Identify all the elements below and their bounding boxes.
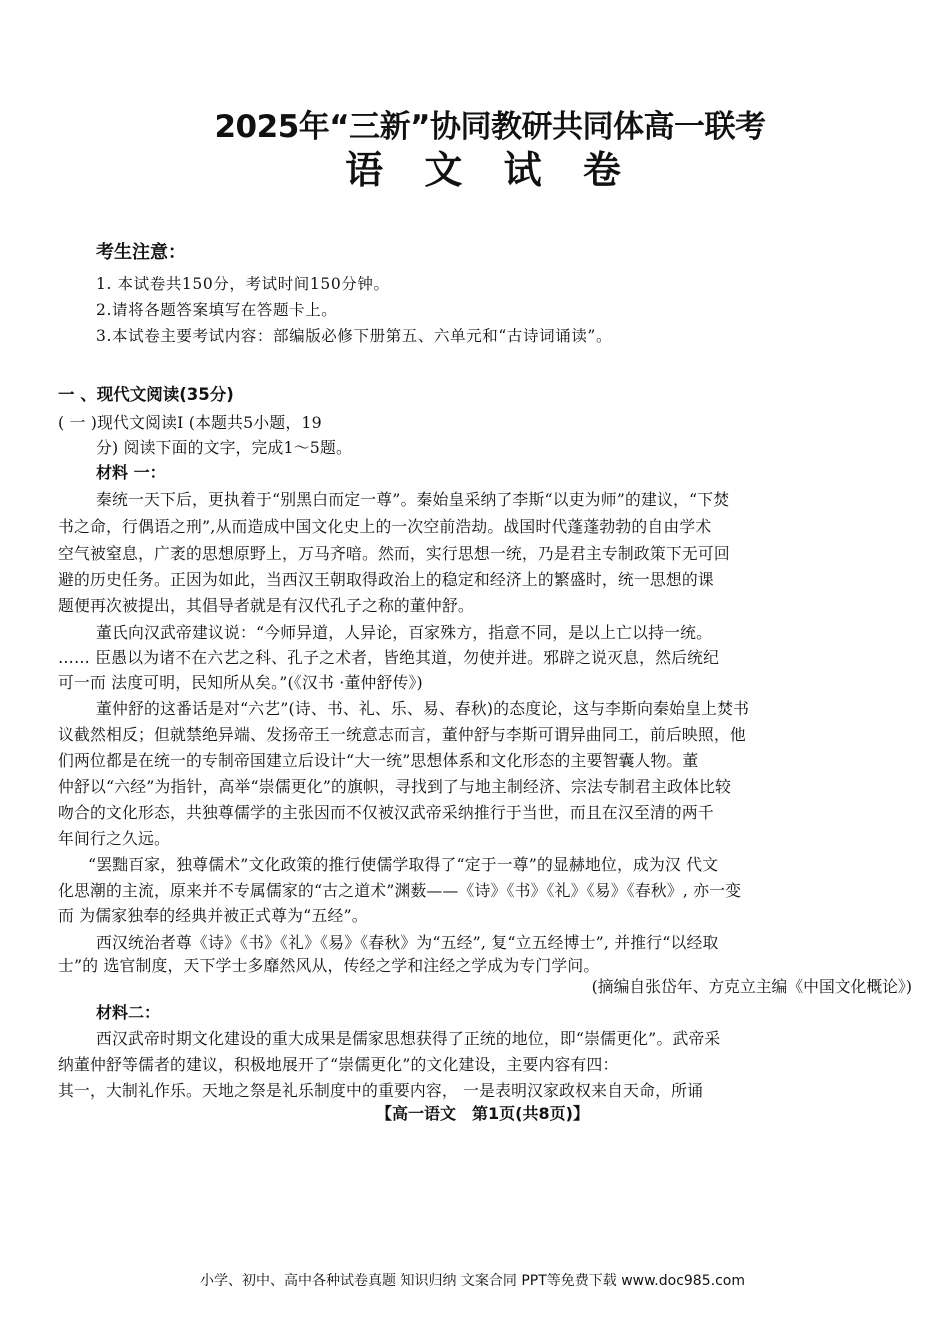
text-line: 而 为儒家独奉的经典并被正式尊为“五经”。 <box>58 906 368 925</box>
text-line: 题便再次被提出，其倡导者就是有汉代孔子之称的董仲舒。 <box>58 596 474 615</box>
text-line: 董氏向汉武帝建议说：“今师异道，人异论，百家殊方，指意不同，是以上亡以持一统。 <box>96 623 713 642</box>
text-line: 秦统一天下后，更执着于“别黑白而定一尊”。秦始皇采纳了李斯“以吏为师”的建议，“下焚 <box>96 490 730 509</box>
part-instruction: ( 一 )现代文阅读Ⅰ (本题共5小题，19 <box>58 413 322 432</box>
notice-item: 3.本试卷主要考试内容：部编版必修下册第五、六单元和“古诗词诵读”。 <box>96 327 613 345</box>
material-one-heading: 材料 一： <box>96 463 166 482</box>
notice-item: 1. 本试卷共150分，考试时间150分钟。 <box>96 275 390 293</box>
text-line: 书之命，行偶语之刑”,从而造成中国文化史上的一次空前浩劫。战国时代蓬蓬勃勃的自由学术 <box>58 517 712 536</box>
text-line: 仲舒以“六经”为指针，高举“崇儒更化”的旗帜，寻找到了与地主制经济、宗法专制君主政体比较 <box>58 777 731 796</box>
text-line: 避的历史任务。正因为如此，当西汉王朝取得政治上的稳定和经济上的繁盛时，统一思想的课 <box>58 570 714 589</box>
text-line: 吻合的文化形态，共独尊儒学的主张因而不仅被汉武帝采纳推行于当世，而且在汉至清的两千 <box>58 803 714 822</box>
section-heading: 一 、现代文阅读(35分) <box>58 385 234 404</box>
text-line: 纳董仲舒等儒者的建议，积极地展开了“崇儒更化”的文化建设，主要内容有四： <box>58 1055 619 1074</box>
text-line: 士”的 选官制度，天下学士多靡然风从，传经之学和注经之学成为专门学问。 <box>58 956 600 975</box>
download-site-footer: 小学、初中、高中各种试卷真题 知识归纳 文案合同 PPT等免费下载 www.doc985.com <box>200 1273 745 1289</box>
text-line: …… 臣愚以为诸不在六艺之科、孔子之术者，皆绝其道，勿使并进。邪辟之说灭息，然后统纪 <box>58 648 720 667</box>
text-line: 西汉统治者尊《诗》《书》《礼》《易》《春秋》为“五经”, 复“立五经博士”, 并推行“以经取 <box>96 933 719 952</box>
text-line: 其一，大制礼作乐。天地之祭是礼乐制度中的重要内容， 一是表明汉家政权来自天命，所诵 <box>58 1081 704 1100</box>
material-one-source: (摘编自张岱年、方克立主编《中国文化概论》) <box>591 977 912 996</box>
text-line: 们两位都是在统一的专制帝国建立后设计“大一统”思想体系和文化形态的主要智囊人物。董 <box>58 751 699 770</box>
exam-title: 2025年“三新”协同教研共同体高一联考 <box>214 109 766 145</box>
notice-item: 2.请将各题答案填写在答题卡上。 <box>96 301 338 319</box>
notice-heading: 考生注意： <box>96 242 186 263</box>
text-line: 化思潮的主流，原来并不专属儒家的“古之道术”渊薮——《诗》《书》《礼》《易》《春秋》, 亦一变 <box>58 881 742 900</box>
text-line: 可一而 法度可明，民知所从矣。”(《汉书 ·董仲舒传》) <box>58 673 423 692</box>
part-instruction: 分) 阅读下面的文字，完成1～5题。 <box>96 438 353 457</box>
text-line: 议截然相反；但就禁绝异端、发扬帝王一统意志而言，董仲舒与李斯可谓异曲同工，前后映照，他 <box>58 725 746 744</box>
page-number-footer: 【高一语文 第1页(共8页)】 <box>376 1104 589 1123</box>
text-line: 年间行之久远。 <box>58 829 170 848</box>
text-line: 西汉武帝时期文化建设的重大成果是儒家思想获得了正统的地位，即“崇儒更化”。武帝采 <box>96 1029 721 1048</box>
material-two-heading: 材料二： <box>96 1003 161 1022</box>
text-line: 空气被窒息，广袤的思想原野上，万马齐喑。然而，实行思想一统，乃是君主专制政策下无可回 <box>58 544 730 563</box>
text-line: “罢黜百家，独尊儒术”文化政策的推行使儒学取得了“定于一尊”的显赫地位，成为汉 代文 <box>88 855 719 874</box>
text-line: 董仲舒的这番话是对“六艺”(诗、书、礼、乐、易、春秋)的态度论，这与李斯向秦始皇上焚书 <box>96 699 750 718</box>
exam-subject-title: 语 文 试 卷 <box>345 148 635 192</box>
